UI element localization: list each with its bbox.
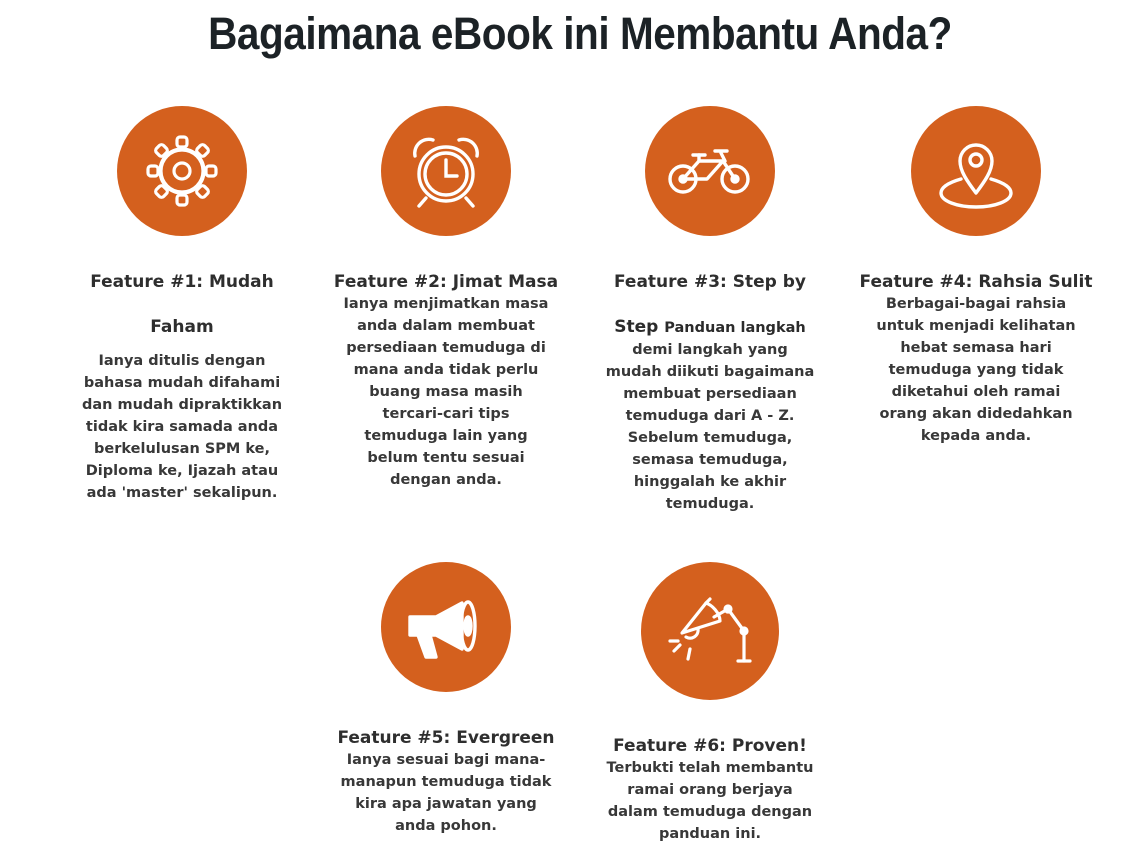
megaphone-icon (402, 587, 490, 667)
alarm-clock-icon (401, 126, 491, 216)
feature-3-description: demi langkah yang mudah diikuti bagaimana membuat persediaan temuduga dari A - Z. Sebelum temuduga, semasa temuduga, hinggalah ke akhir temuduga. (605, 342, 815, 512)
feature-3-description-start: Panduan langkah (664, 320, 806, 336)
feature-1-description: Ianya ditulis dengan bahasa mudah difahami dan mudah dipraktikkan tidak kira samada anda berkelulusan SPM ke, Diploma ke, Ijazah atau ada 'master' sekalipun. (81, 353, 283, 501)
feature-3 (590, 106, 830, 515)
feature-6-description: Terbukti telah membantu ramai orang berjaya dalam temuduga dengan panduan ini. (606, 760, 814, 842)
feature-1-icon-circle (117, 106, 247, 236)
feature-3-title: Feature #3: Step by (613, 272, 806, 292)
feature-4 (856, 106, 1096, 447)
feature-6-title: Feature #6: Proven! (613, 736, 807, 756)
feature-2-icon-circle (381, 106, 511, 236)
feature-5-icon-circle (381, 562, 511, 692)
gear-icon (140, 129, 224, 213)
desk-lamp-icon (662, 589, 758, 673)
location-pin-icon (931, 129, 1021, 213)
feature-1 (62, 106, 302, 504)
feature-2-title: Feature #2: Jimat Masa (333, 272, 559, 292)
feature-5-description: Ianya sesuai bagi mana-manapun temuduga tidak kira apa jawatan yang anda pohon. (340, 752, 552, 834)
feature-4-title: Feature #4: Rahsia Sulit (859, 272, 1093, 292)
feature-3-title-line2: Step Panduan langkah (614, 317, 806, 337)
feature-1-title: Feature #1: Mudah Faham (90, 272, 274, 337)
feature-5-title: Feature #5: Evergreen (337, 728, 555, 748)
feature-6-icon-circle (641, 562, 779, 700)
feature-2-description: Ianya menjimatkan masa anda dalam membuat persediaan temuduga di mana anda tidak perlu buang masa masih tercari-cari tips temuduga lain yang belum tentu sesuai dengan anda. (343, 296, 549, 488)
feature-4-icon-circle (911, 106, 1041, 236)
feature-5 (326, 562, 566, 837)
page-title: Bagaimana eBook ini Membantu Anda? (208, 8, 952, 59)
feature-4-description: Berbagai-bagai rahsia untuk menjadi kelihatan hebat semasa hari temuduga yang tidak diketahui oleh ramai orang akan didedahkan kepada anda. (876, 296, 1076, 444)
bicycle-icon (665, 141, 755, 201)
feature-2 (326, 106, 566, 491)
feature-6 (590, 562, 830, 845)
feature-3-icon-circle (645, 106, 775, 236)
